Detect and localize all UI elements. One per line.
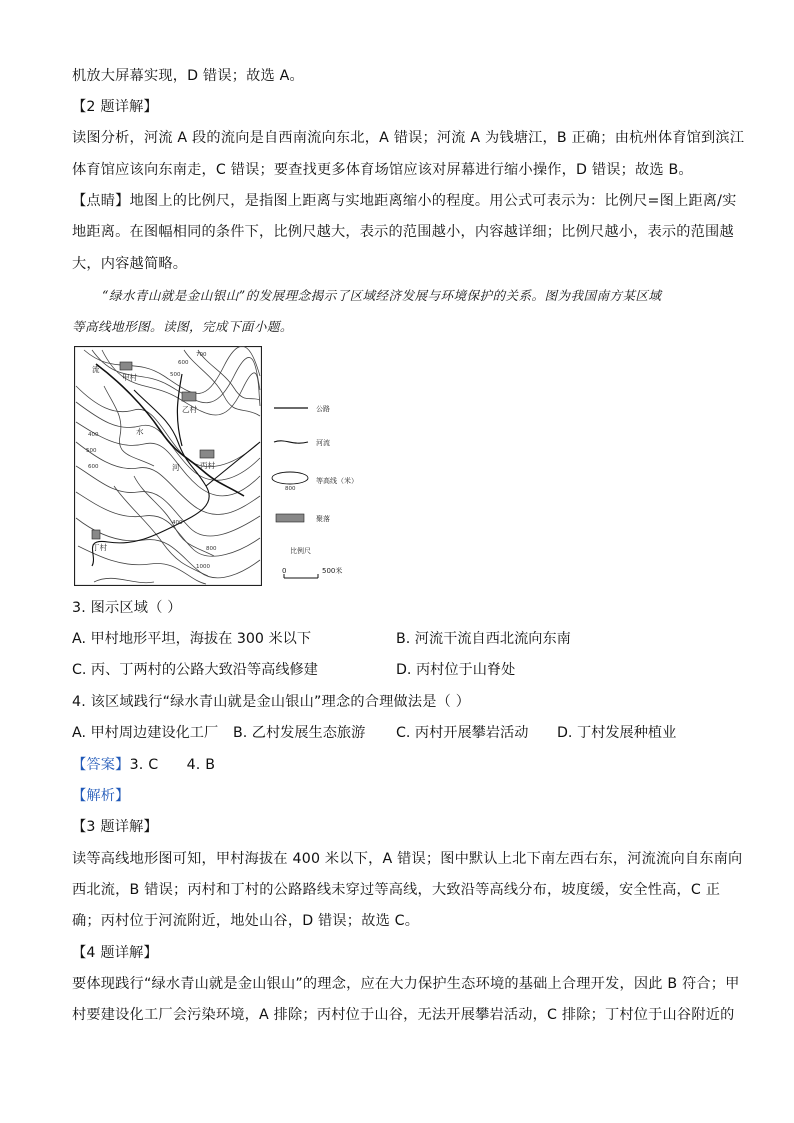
text-line bbox=[72, 191, 737, 211]
text-line: 读等高线地形图可知，甲村海拔在 400 米以下，A 错误；图中默认上北下南左西右东，河流流向自东南向 bbox=[72, 851, 743, 867]
map-label-yi: 乙村 bbox=[182, 405, 197, 414]
section-heading: 【4 题详解】 bbox=[72, 945, 158, 961]
contour-label: 700 bbox=[196, 352, 207, 358]
settlement-ding bbox=[92, 530, 100, 539]
question-4-option-b: B. 乙村发展生态旅游 bbox=[233, 725, 366, 741]
answer-text: 3. C 4. B bbox=[129, 757, 216, 773]
question-3-option-d: D. 丙村位于山脊处 bbox=[396, 662, 516, 678]
legend-settlement-symbol bbox=[276, 514, 304, 522]
text-line: “绿水青山就是金山银山”的发展理念揭示了区域经济发展与环境保护的关系。图为我国南方某区域 bbox=[102, 288, 662, 303]
map-label-jia: 甲村 bbox=[122, 373, 137, 382]
settlement-yi bbox=[182, 392, 196, 401]
text-line: 等高线地形图。读图，完成下面小题。 bbox=[72, 319, 293, 334]
question-4-option-a: A. 甲村周边建设化工厂 bbox=[72, 725, 219, 741]
text-line: 大，内容越简略。 bbox=[72, 256, 188, 272]
legend-river-symbol bbox=[274, 441, 308, 443]
section-heading: 【3 题详解】 bbox=[72, 819, 158, 835]
contour-label: 600 bbox=[88, 464, 99, 470]
text-line: 地距离。在图幅相同的条件下，比例尺越大，表示的范围越小，内容越详细；比例尺越小，表示的范围越 bbox=[72, 224, 734, 240]
contour-label: 600 bbox=[178, 360, 189, 366]
legend-contour-value: 800 bbox=[285, 486, 296, 492]
legend-river-label: 河流 bbox=[316, 439, 330, 447]
highlight-tag: 【点睛】 bbox=[72, 193, 130, 209]
legend-contour-symbol bbox=[272, 472, 308, 484]
map-legend bbox=[268, 346, 428, 586]
map-label-he: 河 bbox=[172, 463, 180, 472]
legend-road-label: 公路 bbox=[316, 405, 330, 413]
map-label-liu: 流 bbox=[92, 365, 100, 374]
question-3-option-b: B. 河流干流自西北流向东南 bbox=[396, 631, 571, 647]
text-line: 要体现践行“绿水青山就是金山银山”的理念，应在大力保护生态环境的基础上合理开发，因此 B 符合；甲 bbox=[72, 976, 740, 992]
question-4-option-c: C. 丙村开展攀岩活动 bbox=[396, 725, 529, 741]
map-label-shui: 水 bbox=[136, 427, 144, 436]
scale-end: 500米 bbox=[322, 567, 343, 575]
map-label-ding: 丁村 bbox=[92, 543, 107, 552]
contour-map bbox=[74, 346, 262, 586]
legend-settlement-label: 聚落 bbox=[316, 515, 330, 523]
answer-line bbox=[72, 755, 722, 775]
text-line: 体育馆应该向东南走，C 错误；要查找更多体育场馆应该对屏幕进行缩小操作，D 错误；故选 B。 bbox=[72, 162, 693, 178]
scale-start: 0 bbox=[282, 567, 287, 575]
text-line: 西北流，B 错误；丙村和丁村的公路路线未穿过等高线，大致沿等高线分布，坡度缓，安全性高，C 正 bbox=[72, 882, 721, 898]
text-line: 读图分析，河流 A 段的流向是自西南流向东北，A 错误；河流 A 为钱塘江，B 正确；由杭州体育馆到滨江 bbox=[72, 130, 745, 146]
text-span: 地图上的比例尺，是指图上距离与实地距离缩小的程度。用公式可表示为：比例尺=图上距离/实 bbox=[129, 193, 737, 209]
map-label-bing: 丙村 bbox=[200, 461, 215, 470]
legend-scale-label: 比例尺 bbox=[290, 547, 311, 555]
text-line: 村要建设化工厂会污染环境，A 排除；丙村位于山谷，无法开展攀岩活动，C 排除；丁村位于山谷附近的 bbox=[72, 1007, 735, 1023]
contour-label: 400 bbox=[88, 432, 99, 438]
question-3-stem: 3. 图示区域（ ） bbox=[72, 600, 182, 616]
section-heading: 【2 题详解】 bbox=[72, 99, 158, 115]
question-3-option-a: A. 甲村地形平坦，海拔在 300 米以下 bbox=[72, 631, 312, 647]
answer-tag: 【答案】 bbox=[72, 757, 130, 773]
settlement-jia bbox=[120, 362, 132, 370]
contour-label: 1000 bbox=[196, 564, 210, 570]
question-4-option-d: D. 丁村发展种植业 bbox=[557, 725, 677, 741]
contour-label: 500 bbox=[86, 448, 97, 454]
analysis-tag: 【解析】 bbox=[72, 788, 130, 804]
text-line: 确；丙村位于河流附近，地处山谷，D 错误；故选 C。 bbox=[72, 913, 420, 929]
question-3-option-c: C. 丙、丁两村的公路大致沿等高线修建 bbox=[72, 662, 318, 678]
contour-label: 500 bbox=[170, 372, 181, 378]
settlement-bing bbox=[200, 450, 214, 458]
legend-contour-label: 等高线（米） bbox=[316, 477, 358, 485]
contour-label: 400 bbox=[172, 520, 183, 526]
contour-label: 800 bbox=[206, 546, 217, 552]
text-line: 机放大屏幕实现，D 错误；故选 A。 bbox=[72, 68, 304, 84]
question-4-stem: 4. 该区域践行“绿水青山就是金山银山”理念的合理做法是（ ） bbox=[72, 694, 471, 710]
